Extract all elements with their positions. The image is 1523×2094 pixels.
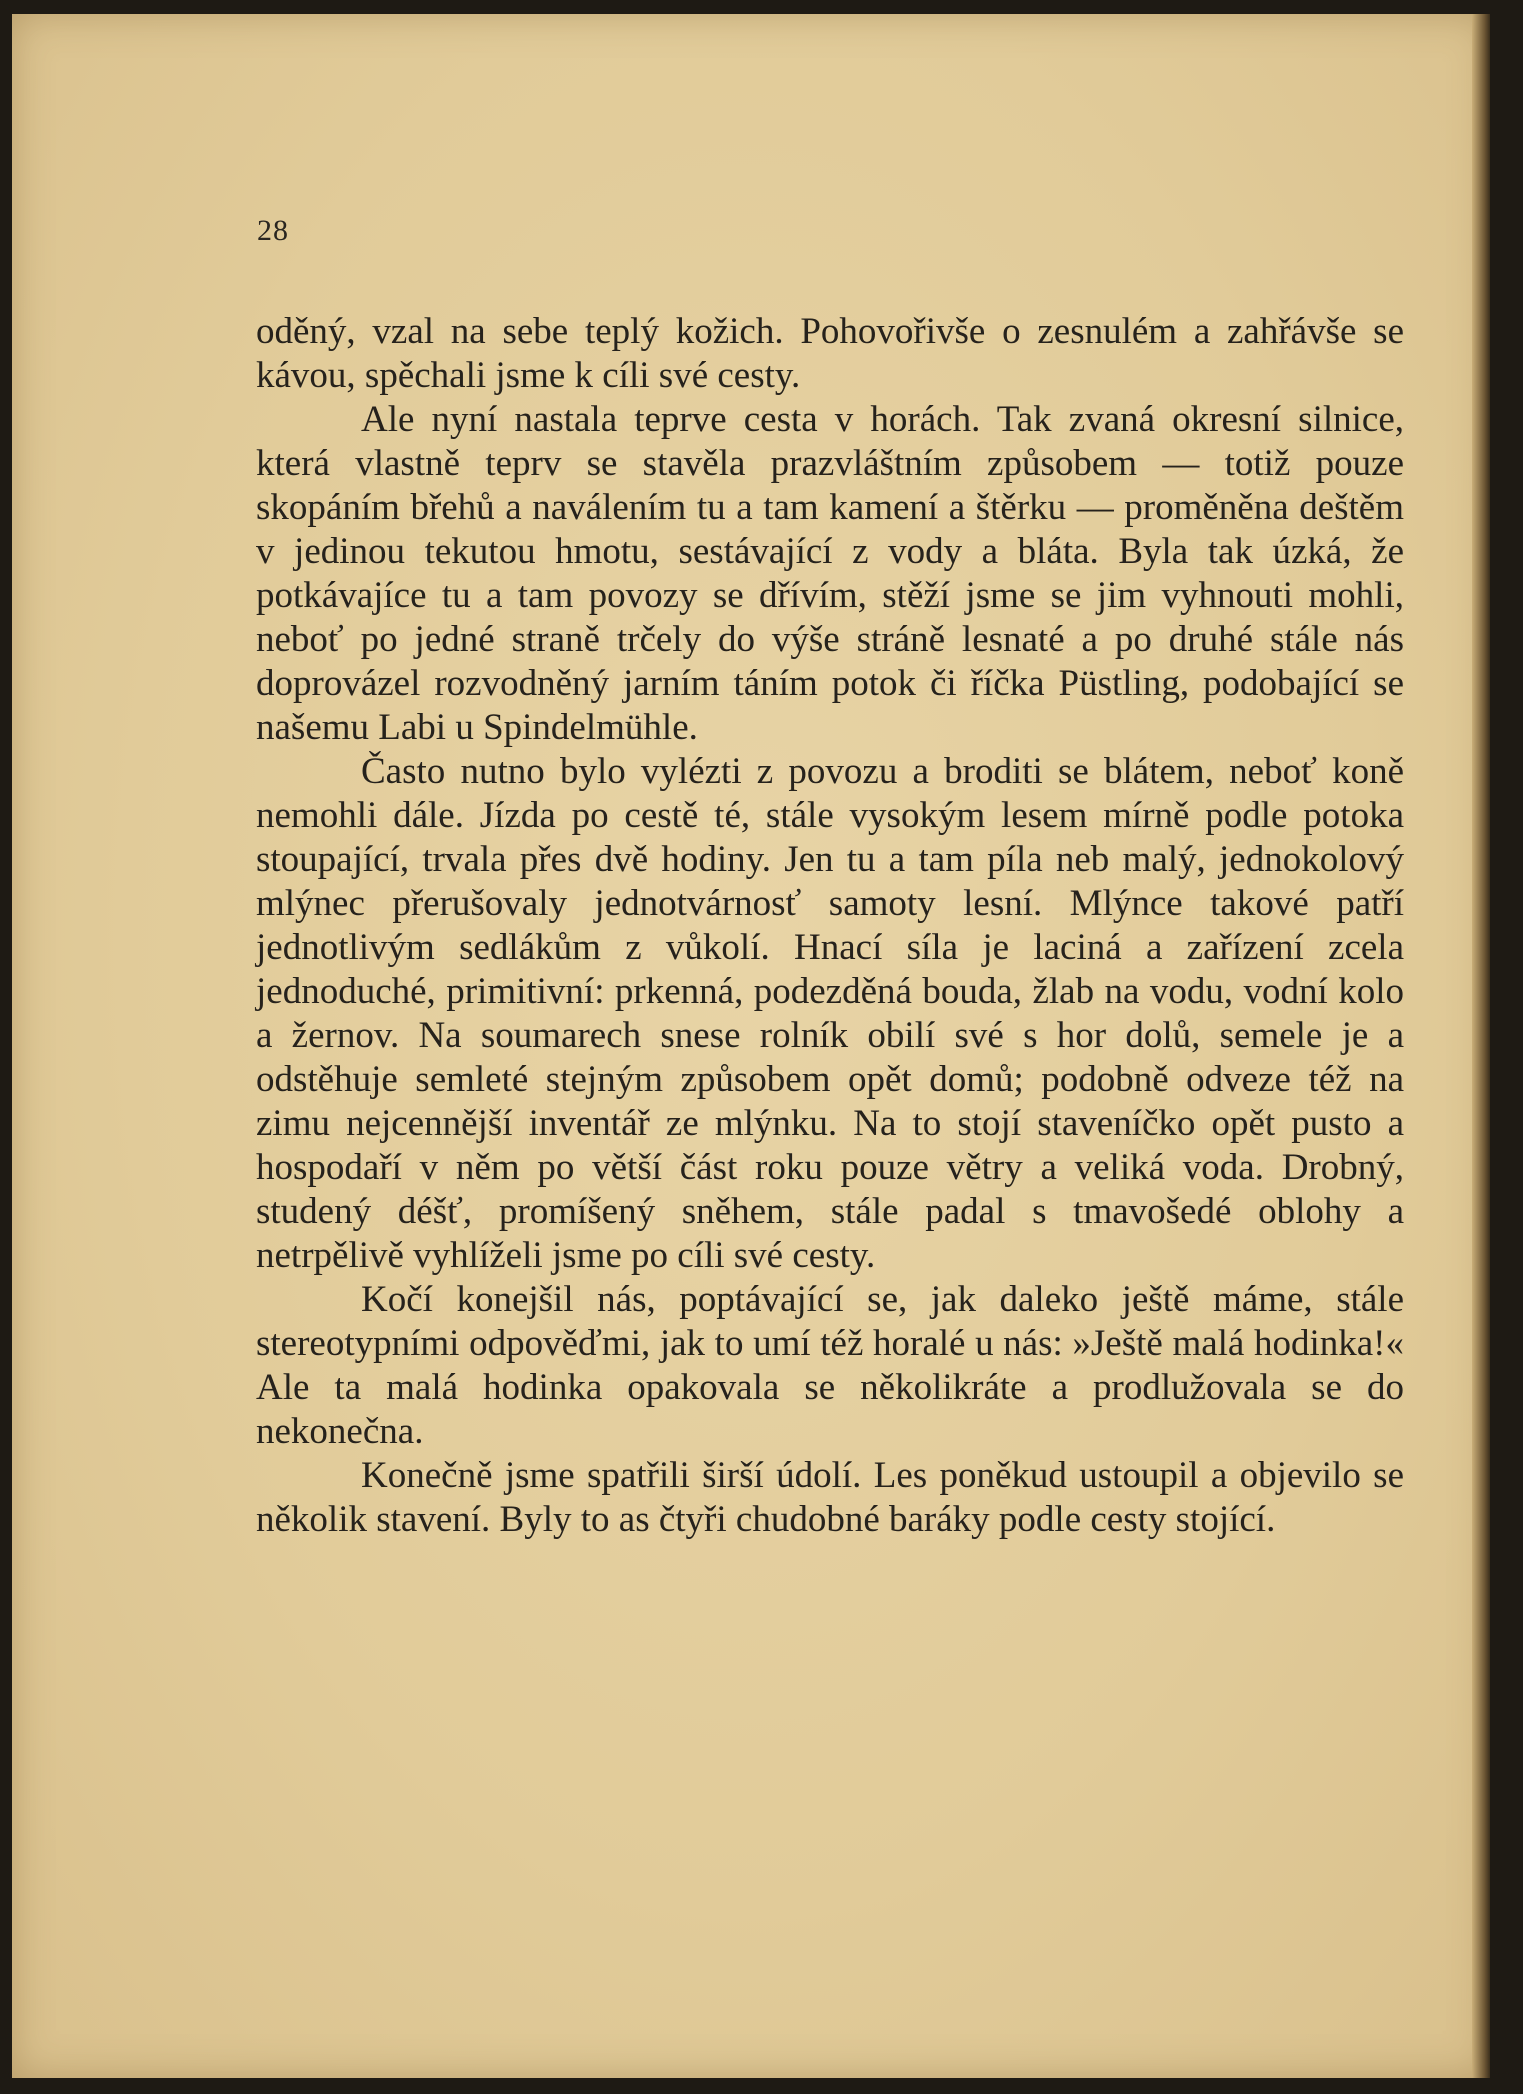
paragraph-continuation: oděný, vzal na sebe teplý kožich. Pohovořivše o zesnulém a zahřávše se kávou, spěchali jsme k cíli své cesty. bbox=[256, 311, 1404, 396]
page-number: 28 bbox=[257, 214, 289, 247]
paragraph-mills: Často nutno bylo vylézti z povozu a broditi se blátem, neboť koně nemohli dále. Jízda po cestě té, stále vysokým lesem mírně podle potoka stoupající, trvala přes dvě hodiny. Jen tu a tam píla neb malý, jednokolový mlýnec přerušovaly jednotvárnosť samoty lesní. Mlýnce takové patří jednotlivým sedlákům z vůkolí. Hnací síla je laciná a zařízení zcela jednoduché, primitivní: prkenná, podezděná bouda, žlab na vodu, vodní kolo a žernov. Na soumarech snese rolník obilí své s hor dolů, semele je a odstěhuje semleté stejným způsobem opět domů; podobně odveze též na zimu nejcennější inventář ze mlýnku. Na to stojí staveníčko opět pusto a hospodaří v něm po větší část roku pouze větry a veliká voda. Drobný, studený déšť, promíšený sněhem, stále padal s tmavošedé oblohy a netrpělivě vyhlíželi jsme po cíli své cesty. bbox=[256, 751, 1404, 1276]
book-page bbox=[12, 14, 1490, 2078]
paragraph-mountain-road: Ale nyní nastala teprve cesta v horách. Tak zvaná okresní silnice, která vlastně teprv se stavěla prazvláštním způsobem — totiž pouze skopáním břehů a naválením tu a tam kamení a štěrku — proměněna deštěm v jedinou tekutou hmotu, sestávající z vody a bláta. Byla tak úzká, že potkávajíce tu a tam povozy se dřívím, stěží jsme se jim vyhnouti mohli, neboť po jedné straně trčely do výše stráně lesnaté a po druhé stále nás doprovázel rozvodněný jarním táním potok či říčka Püstling, podobající se našemu Labi u Spindelmühle. bbox=[256, 399, 1404, 748]
paragraph-valley: Konečně jsme spatřili širší údolí. Les poněkud ustoupil a objevilo se několik stavení. Byly to as čtyři chudobné baráky podle cesty stojící. bbox=[256, 1455, 1404, 1540]
paragraph-coachman: Kočí konejšil nás, poptávající se, jak daleko ještě máme, stále stereotypními odpověďmi, jak to umí též horalé u nás: »Ještě malá hodinka!« Ale ta malá hodinka opakovala se několikráte a prodlužovala se do nekonečna. bbox=[256, 1279, 1404, 1452]
page-edge bbox=[1472, 14, 1490, 2078]
body-text bbox=[256, 310, 1404, 1542]
